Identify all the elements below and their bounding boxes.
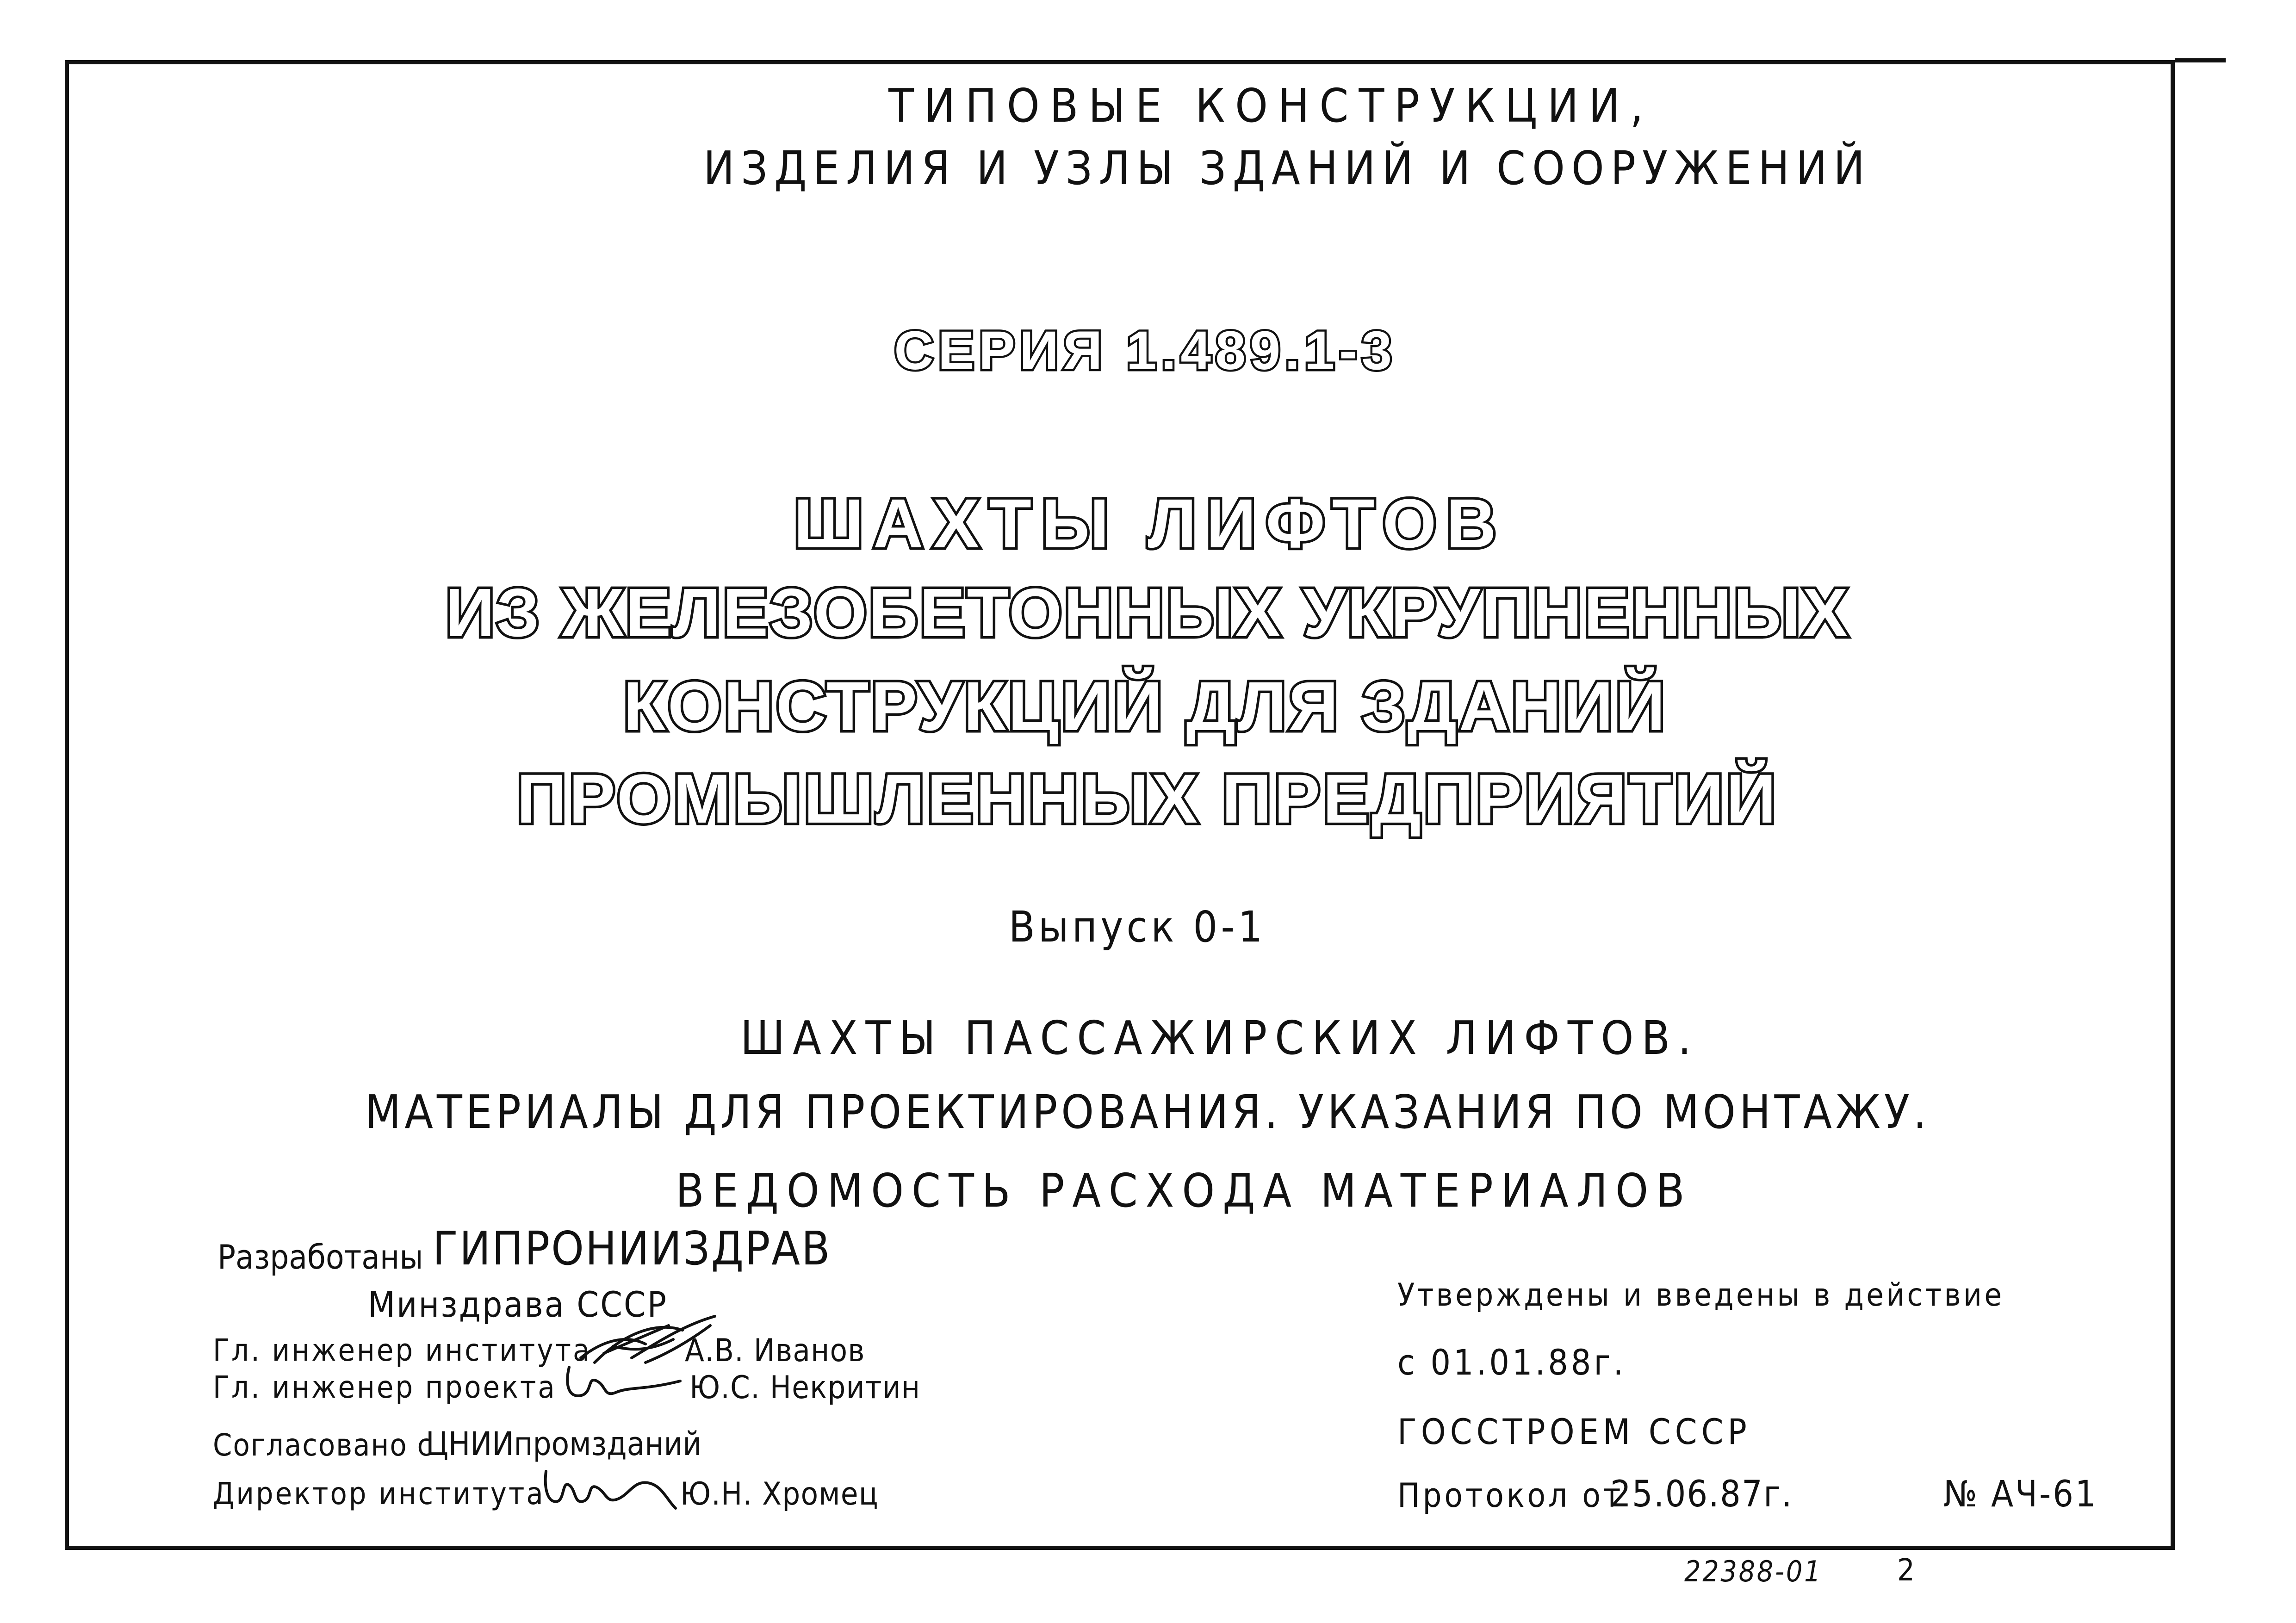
director-label: Директор института bbox=[213, 1476, 545, 1511]
title-line-4: ПРОМЫШЛЕННЫХ ПРЕДПРИЯТИЙ bbox=[516, 760, 1779, 837]
approval-date: с 01.01.88г. bbox=[1397, 1342, 1626, 1383]
chief-engineer-name: А.В. Иванов bbox=[685, 1332, 865, 1369]
project-engineer-label: Гл. инженер проекта bbox=[213, 1369, 557, 1405]
subtitle-line-1: ШАХТЫ ПАССАЖИРСКИХ ЛИФТОВ. bbox=[740, 1011, 1699, 1065]
agreed-org: ЦНИИпромзданий bbox=[426, 1425, 702, 1463]
protocol-label: Протокол от bbox=[1397, 1476, 1624, 1515]
signature-khromets bbox=[537, 1457, 685, 1518]
protocol-date: 25.06.87г. bbox=[1610, 1474, 1793, 1515]
approval-authority: ГОССТРОЕМ СССР bbox=[1397, 1411, 1751, 1452]
page-number: 2 bbox=[1897, 1552, 1915, 1588]
issue-number: Выпуск 0-1 bbox=[1009, 902, 1266, 952]
developed-by-label: Разработаны bbox=[217, 1238, 423, 1276]
approval-line-1: Утверждены и введены в действие bbox=[1397, 1277, 2004, 1313]
subtitle-line-2: МАТЕРИАЛЫ ДЛЯ ПРОЕКТИРОВАНИЯ. УКАЗАНИЯ ПО МОНТАЖУ. bbox=[365, 1085, 1930, 1139]
title-line-3: КОНСТРУКЦИЙ ДЛЯ ЗДАНИЙ bbox=[623, 667, 1668, 745]
frame-corner-mark bbox=[2175, 58, 2226, 62]
director-name: Ю.Н. Хромец bbox=[680, 1476, 879, 1512]
title-line-2: ИЗ ЖЕЛЕЗОБЕТОННЫХ УКРУПНЕННЫХ bbox=[445, 575, 1850, 651]
header-line-2: ИЗДЕЛИЯ И УЗЛЫ ЗДАНИЙ И СООРУЖЕНИЙ bbox=[703, 141, 1871, 195]
title-line-1: ШАХТЫ ЛИФТОВ bbox=[794, 484, 1506, 562]
agreed-label: Согласовано с bbox=[213, 1427, 434, 1463]
document-number: 22388-01 bbox=[1684, 1555, 1823, 1588]
project-engineer-name: Ю.С. Некритин bbox=[689, 1369, 921, 1406]
chief-engineer-label: Гл. инженер института bbox=[213, 1332, 592, 1368]
developer-ministry: Минздрава СССР bbox=[368, 1284, 668, 1325]
series-title: СЕРИЯ 1.489.1-3 bbox=[894, 320, 1396, 381]
header-line-1: ТИПОВЫЕ КОНСТРУКЦИИ, bbox=[888, 79, 1654, 133]
signature-nekritin bbox=[560, 1358, 689, 1409]
developer-org: ГИПРОНИИЗДРАВ bbox=[433, 1221, 832, 1276]
subtitle-line-3: ВЕДОМОСТЬ РАСХОДА МАТЕРИАЛОВ bbox=[676, 1164, 1693, 1218]
protocol-number: № АЧ-61 bbox=[1943, 1474, 2098, 1515]
